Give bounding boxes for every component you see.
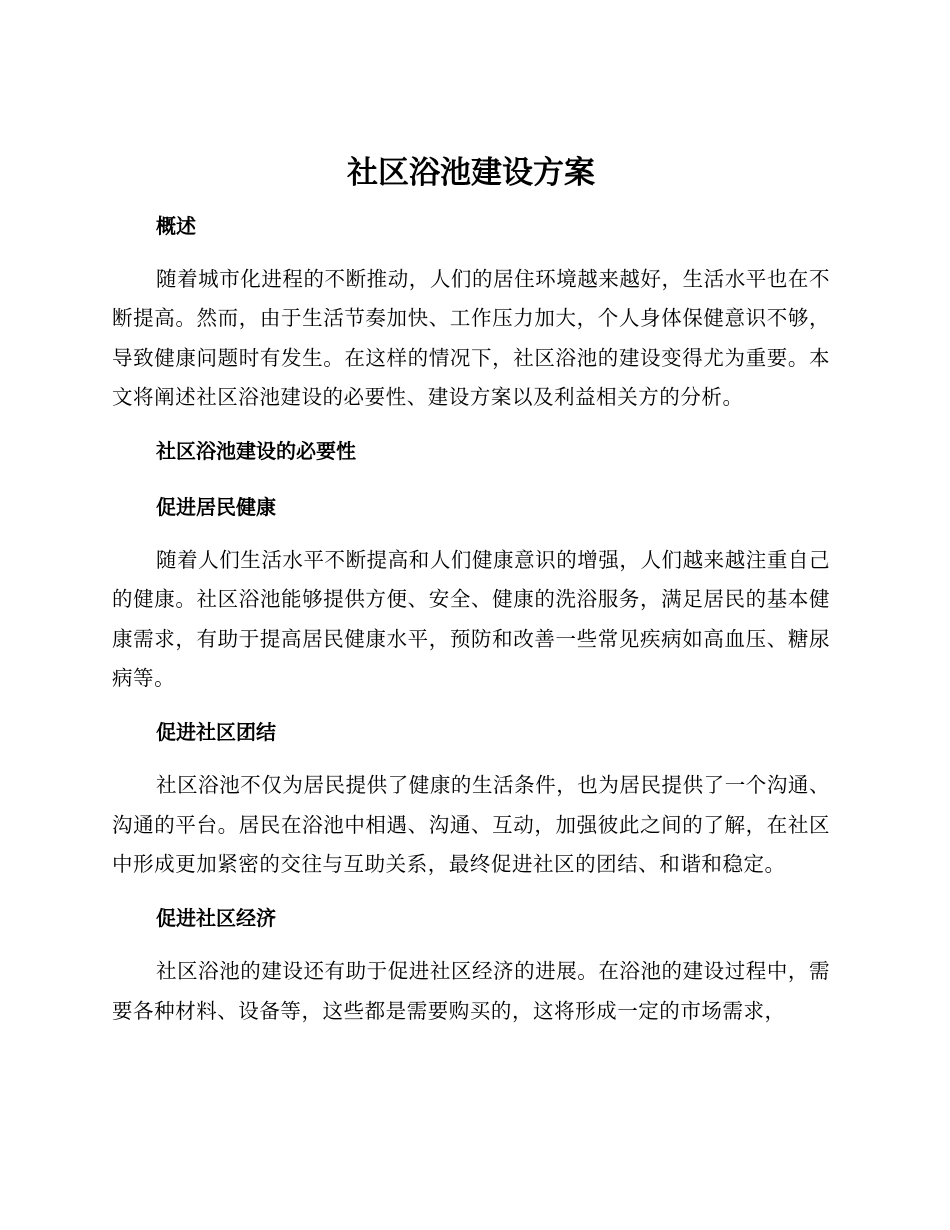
- document-title: 社区浴池建设方案: [347, 155, 595, 191]
- subsection-heading-unity: 促进社区团结: [156, 720, 276, 745]
- section-heading-overview: 概述: [156, 214, 196, 238]
- spacer: [112, 754, 830, 766]
- spacer: [112, 248, 830, 260]
- subsection-heading-health: 促进居民健康: [156, 495, 276, 520]
- spacer: [112, 473, 830, 485]
- spacer: [112, 529, 830, 541]
- section-heading-necessity: 社区浴池建设的必要性: [156, 439, 356, 464]
- paragraph-health: 随着人们生活水平不断提高和人们健康意识的增强，人们越来越注重自己的健康。社区浴池能够提供方便、安全、健康的洗浴服务，满足居民的基本健康需求，有助于提高居民健康水平，预防和改善一些常见疾病如高血压、糖尿病等。: [112, 548, 830, 691]
- spacer: [112, 884, 830, 896]
- subsection-heading-economy: 促进社区经济: [156, 906, 276, 931]
- spacer: [112, 698, 830, 710]
- document-content: [112, 148, 830, 1031]
- paragraph-economy: 社区浴池的建设还有助于促进社区经济的进展。在浴池的建设过程中，需要各种材料、设备等，这些都是需要购买的，这将形成一定的市场需求，: [112, 959, 830, 1023]
- spacer: [112, 940, 830, 952]
- spacer: [112, 417, 830, 429]
- paragraph-unity: 社区浴池不仅为居民提供了健康的生活条件，也为居民提供了一个沟通、沟通的平台。居民在浴池中相遇、沟通、互动，加强彼此之间的了解，在社区中形成更加紧密的交往与互助关系，最终促进社区的团结、和谐和稳定。: [112, 773, 830, 876]
- paragraph-overview: 随着城市化进程的不断推动，人们的居住环境越来越好，生活水平也在不断提高。然而，由于生活节奏加快、工作压力加大，个人身体保健意识不够，导致健康问题时有发生。在这样的情况下，社区浴池的建设变得尤为重要。本文将阐述社区浴池建设的必要性、建设方案以及利益相关方的分析。: [112, 267, 830, 409]
